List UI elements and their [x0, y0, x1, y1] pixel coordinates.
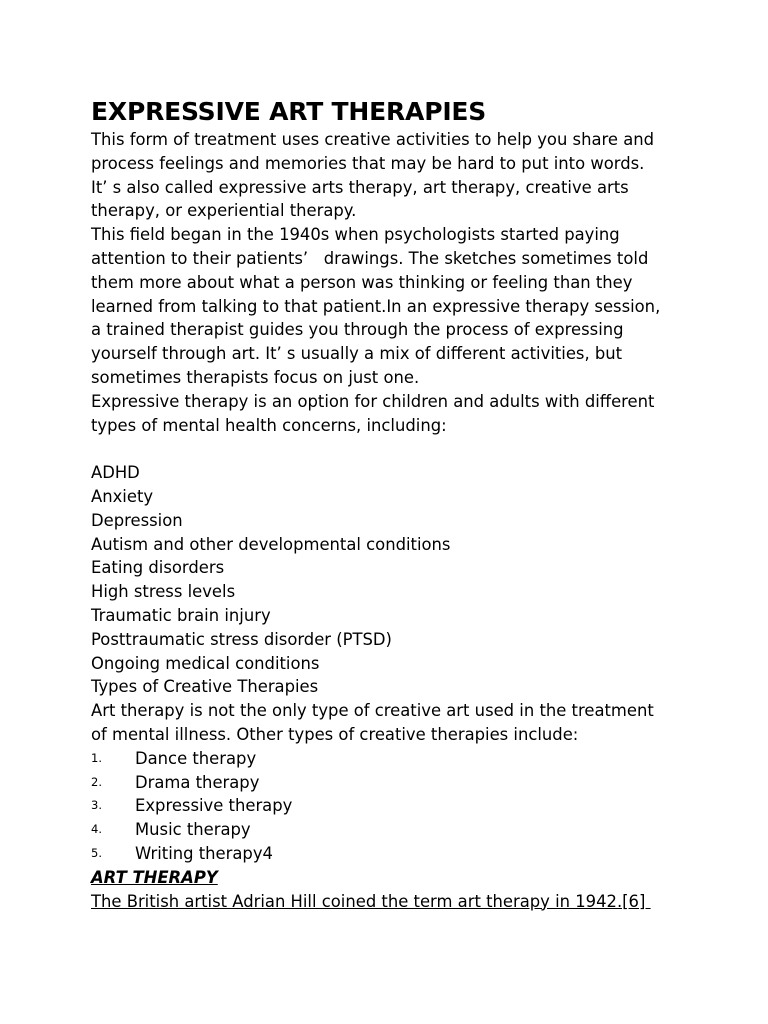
- item-number: 1.: [91, 750, 102, 765]
- intro-line: This field began in the 1940s when psychologists started paying: [91, 225, 620, 245]
- intro-line: learned from talking to that patient.In an expressive therapy session,: [91, 296, 661, 316]
- numbered-item: [91, 794, 751, 818]
- intro-section: [91, 128, 751, 437]
- condition-item: Depression: [91, 510, 183, 530]
- intro-line: types of mental health concerns, including:: [91, 415, 447, 435]
- intro-line: a trained therapist guides you through the process of expressing: [91, 320, 624, 340]
- condition-item: Autism and other developmental conditions: [91, 534, 451, 554]
- condition-item: Anxiety: [91, 486, 154, 506]
- intro-line: sometimes therapists focus on just one.: [91, 367, 420, 387]
- types-intro: [91, 699, 751, 747]
- item-number: 5.: [91, 845, 102, 860]
- numbered-item: [91, 747, 751, 771]
- numbered-item: [91, 771, 751, 795]
- types-intro-line: of mental illness. Other types of creative therapies include:: [91, 724, 579, 744]
- conditions-list: [91, 461, 751, 699]
- intro-line: process feelings and memories that may be hard to put into words.: [91, 153, 645, 173]
- item-number: 3.: [91, 798, 102, 813]
- blank-line: [91, 437, 751, 461]
- item-label: Writing therapy4: [135, 843, 273, 863]
- types-intro-line: Art therapy is not the only type of creative art used in the treatment: [91, 701, 654, 721]
- document-title: EXPRESSIVE ART THERAPIES: [91, 97, 487, 126]
- section-heading: ART THERAPY: [91, 867, 218, 887]
- intro-line: This form of treatment uses creative activities to help you share and: [91, 130, 655, 149]
- item-label: Drama therapy: [135, 772, 260, 792]
- condition-item: Ongoing medical conditions: [91, 653, 320, 673]
- intro-line: Expressive therapy is an option for children and adults with different: [91, 391, 655, 411]
- therapy-types-list: [91, 747, 751, 866]
- intro-line: It’ s also called expressive arts therapy, art therapy, creative arts: [91, 177, 629, 197]
- numbered-item: [91, 818, 751, 842]
- intro-line: therapy, or experiential therapy.: [91, 201, 357, 221]
- intro-line: them more about what a person was thinking or feeling than they: [91, 272, 633, 292]
- item-number: 4.: [91, 822, 102, 837]
- item-label: Expressive therapy: [135, 796, 293, 816]
- condition-item: Traumatic brain injury: [91, 605, 271, 625]
- document-page: [91, 96, 751, 913]
- intro-line: yourself through art. It’ s usually a mix of different activities, but: [91, 344, 623, 364]
- intro-line: attention to their patients’ drawings. The sketches sometimes told: [91, 248, 649, 268]
- condition-item: Eating disorders: [91, 558, 225, 578]
- item-label: Dance therapy: [135, 748, 257, 768]
- condition-item: Posttraumatic stress disorder (PTSD): [91, 629, 392, 649]
- item-number: 2.: [91, 774, 102, 789]
- condition-item: High stress levels: [91, 582, 236, 602]
- item-label: Music therapy: [135, 820, 251, 840]
- condition-item: Types of Creative Therapies: [91, 677, 319, 697]
- condition-item: ADHD: [91, 463, 140, 483]
- closing-line: The British artist Adrian Hill coined the term art therapy in 1942.[6]: [91, 891, 651, 911]
- numbered-item: [91, 842, 751, 866]
